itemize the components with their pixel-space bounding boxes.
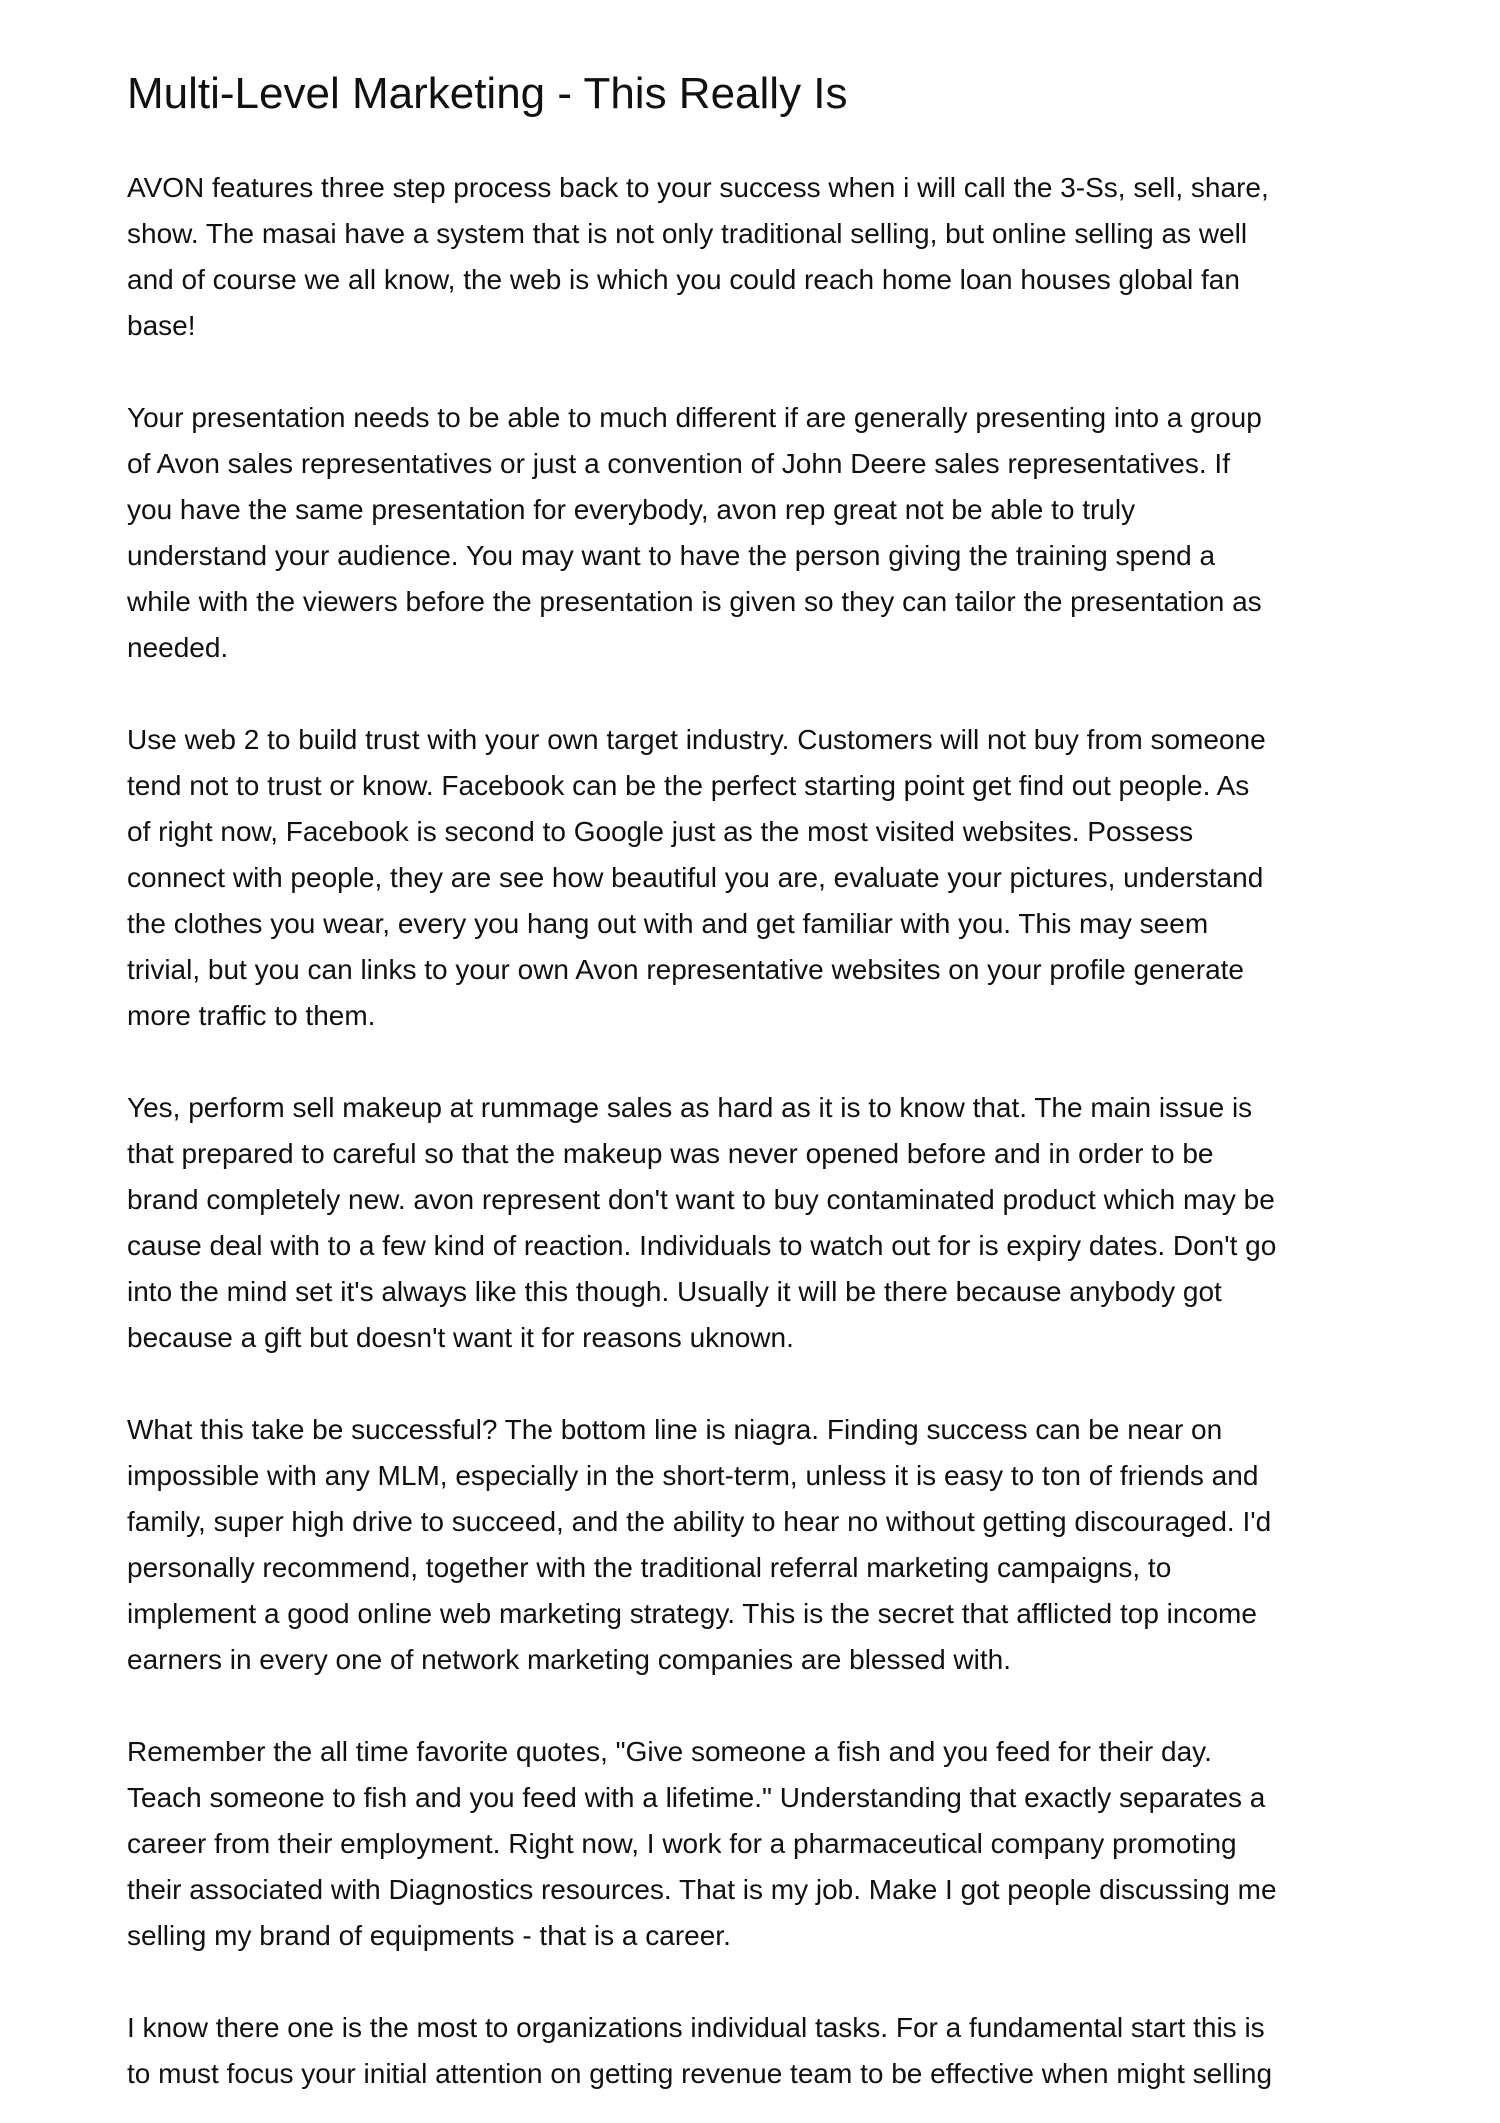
paragraph-line: their associated with Diagnostics resources. That is my job. Make I got people discussing me bbox=[127, 1874, 1277, 1905]
paragraph-line: needed. bbox=[127, 632, 229, 663]
paragraph-line: Yes, perform sell makeup at rummage sales as hard as it is to know that. The main issue is bbox=[127, 1092, 1253, 1123]
paragraph-line: earners in every one of network marketing companies are blessed with. bbox=[127, 1644, 1011, 1675]
paragraph-line: tend not to trust or know. Facebook can be the perfect starting point get find out people. As bbox=[127, 770, 1250, 801]
paragraph-line: into the mind set it's always like this though. Usually it will be there because anybody got bbox=[127, 1276, 1222, 1307]
paragraph-2 bbox=[127, 395, 1387, 671]
paragraph-line: to must focus your initial attention on getting revenue team to be effective when might selling bbox=[127, 2058, 1273, 2089]
paragraph-line: AVON features three step process back to your success when i will call the 3-Ss, sell, share, bbox=[127, 172, 1269, 203]
paragraph-line: of Avon sales representatives or just a convention of John Deere sales representatives. If bbox=[127, 448, 1230, 479]
paragraph-line: cause deal with to a few kind of reaction. Individuals to watch out for is expiry dates. Don't go bbox=[127, 1230, 1277, 1261]
paragraph-line: Use web 2 to build trust with your own target industry. Customers will not buy from someone bbox=[127, 724, 1266, 755]
paragraph-line: show. The masai have a system that is not only traditional selling, but online selling as well bbox=[127, 218, 1248, 249]
paragraph-line: because a gift but doesn't want it for reasons uknown. bbox=[127, 1322, 794, 1353]
paragraph-line: brand completely new. avon represent don't want to buy contaminated product which may be bbox=[127, 1184, 1275, 1215]
paragraph-line: personally recommend, together with the traditional referral marketing campaigns, to bbox=[127, 1552, 1172, 1583]
paragraph-line: understand your audience. You may want to have the person giving the training spend a bbox=[127, 540, 1216, 571]
paragraph-1 bbox=[127, 165, 1387, 349]
paragraph-line: while with the viewers before the presentation is given so they can tailor the presentation as bbox=[127, 586, 1262, 617]
paragraph-line: trivial, but you can links to your own Avon representative websites on your profile generate bbox=[127, 954, 1244, 985]
paragraph-line: What this take be successful? The bottom line is niagra. Finding success can be near on bbox=[127, 1414, 1223, 1445]
document-body bbox=[127, 165, 1387, 2123]
paragraph-line: more traffic to them. bbox=[127, 1000, 376, 1031]
paragraph-4 bbox=[127, 1085, 1387, 1361]
paragraph-line: Your presentation needs to be able to much different if are generally presenting into a group bbox=[127, 402, 1262, 433]
paragraph-line: you have the same presentation for everybody, avon rep great not be able to truly bbox=[127, 494, 1136, 525]
paragraph-6 bbox=[127, 1729, 1387, 1959]
paragraph-line: career from their employment. Right now, I work for a pharmaceutical company promoting bbox=[127, 1828, 1237, 1859]
paragraph-line: and of course we all know, the web is which you could reach home loan houses global fan bbox=[127, 264, 1240, 295]
paragraph-line: selling my brand of equipments - that is a career. bbox=[127, 1920, 731, 1951]
paragraph-line: of right now, Facebook is second to Google just as the most visited websites. Possess bbox=[127, 816, 1194, 847]
paragraph-line: that prepared to careful so that the makeup was never opened before and in order to be bbox=[127, 1138, 1214, 1169]
paragraph-line: Teach someone to fish and you feed with a lifetime." Understanding that exactly separates a bbox=[127, 1782, 1266, 1813]
paragraph-line: base! bbox=[127, 310, 196, 341]
paragraph-line: the clothes you wear, every you hang out with and get familiar with you. This may seem bbox=[127, 908, 1209, 939]
paragraph-line: implement a good online web marketing strategy. This is the secret that afflicted top income bbox=[127, 1598, 1257, 1629]
paragraph-line: I know there one is the most to organizations individual tasks. For a fundamental start this is bbox=[127, 2012, 1265, 2043]
paragraph-line: family, super high drive to succeed, and the ability to hear no without getting discouraged. I'd bbox=[127, 1506, 1272, 1537]
paragraph-3 bbox=[127, 717, 1387, 1039]
paragraph-5 bbox=[127, 1407, 1387, 1683]
paragraph-line: Remember the all time favorite quotes, "Give someone a fish and you feed for their day. bbox=[127, 1736, 1212, 1767]
paragraph-line: impossible with any MLM, especially in the short-term, unless it is easy to ton of friends and bbox=[127, 1460, 1259, 1491]
document-title: Multi-Level Marketing - This Really Is bbox=[127, 69, 848, 118]
paragraph-line: connect with people, they are see how beautiful you are, evaluate your pictures, understand bbox=[127, 862, 1264, 893]
paragraph-7 bbox=[127, 2005, 1387, 2097]
